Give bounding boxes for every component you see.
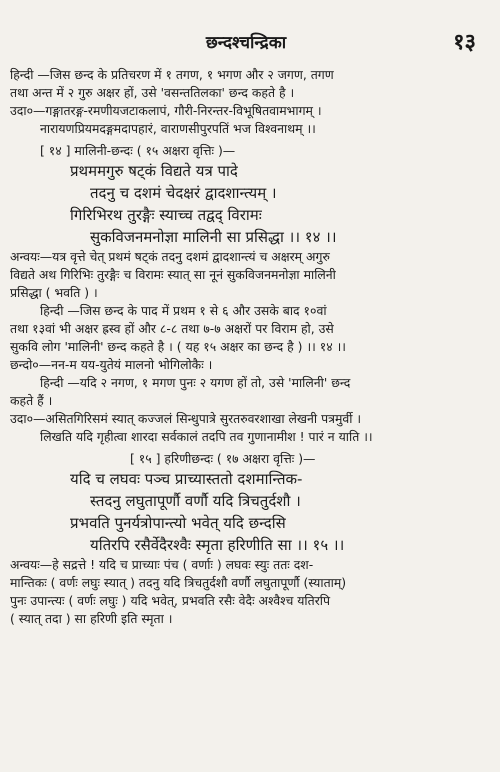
text-line: ( स्यात् तदा ) सा हरिणी इति स्मृता ।: [10, 611, 173, 626]
page-number: १३: [453, 30, 476, 55]
hindi-explanation-line: हिन्दी —जिस छन्द के प्रतिचरण में १ तगण, १ भगण और २ जगण, तगण: [10, 67, 334, 82]
page-text: [10, 66, 482, 628]
text-line: तथा १३वां भी अक्षर ह्रस्व हों और ८-८ तथा ७-७ अक्षरों पर विराम हो, उसे: [10, 321, 334, 336]
anvaya-line: अन्वयः—हे सद्रत्ते ! यदि च प्राच्याः पंच ( वर्णाः ) लघवः स्युः ततः दश-: [10, 557, 314, 572]
section-heading-malini: [ १४ ] मालिनी-छन्दः ( १५ अक्षरा वृत्तिः )—: [40, 143, 236, 158]
verse-line: यतिरपि रसैर्वेदैरश्वैः स्मृता हरिणीति सा ।। १५ ।।: [90, 536, 345, 554]
text-line: पुनः उपान्त्यः ( वर्णः लघुः ) यदि भवेत्, प्रभवति रसैः वेदैः अश्वैश्च यतिरपि: [10, 593, 331, 608]
running-title: छन्दश्चन्द्रिका: [205, 33, 287, 53]
hindi-explanation-line: हिन्दी —जिस छन्द के पाद में प्रथम १ से ६ और उसके बाद १०वां: [40, 303, 327, 318]
text-line: विद्यते अथ गिरिभिः तुरङ्गैः च विरामः स्यात् सा नूनं सुकविजनमनोज्ञा मालिनी: [10, 267, 336, 282]
text-line: कहते हैं ।: [10, 393, 53, 408]
anvaya-line: अन्वयः—यत्र वृत्ते चेत् प्रथमं षट्कं तदनु दशमं द्वादशान्त्यं च अक्षरम् अगुरु: [10, 249, 330, 264]
page-header: [10, 26, 482, 60]
example-verse-line: नारायणप्रियमदङ्गमदापहारं, वाराणसीपुरपतिं भज विश्वनाथम् ।।: [40, 121, 316, 136]
text-line: तथा अन्त में २ गुरु अक्षर हों, उसे 'वसन्ततिलका' छन्द कहते है ।: [10, 85, 295, 100]
section-heading-harini: [ १५ ] हरिणीछन्दः ( १७ अक्षरा वृत्तिः )—: [130, 451, 316, 466]
verse-line: स्तदनु लघुतापूर्णौ वर्णौ यदि त्रिचतुर्दशौ ।: [90, 492, 301, 510]
chhando-line: छन्दो०—नन-म यय-युतेयं मालनो भोगिलोकैः ।: [10, 357, 213, 372]
text-line: सुकवि लोग 'मालिनी' छन्द कहते है । ( यह १५ अक्षर का छन्द है ) ।। १४ ।।: [10, 339, 346, 354]
verse-line: प्रभवति पुनर्यत्रोपान्त्यो भवेत् यदि छन्दसि: [70, 514, 286, 532]
verse-line: सुकविजनमनोज्ञा मालिनी सा प्रसिद्धा ।। १४ ।।: [90, 228, 337, 246]
example-verse-line: उदा०—गङ्गातरङ्ग-रमणीयजटाकलापं, गौरी-निरन्तर-विभूषितवामभागम् ।: [10, 103, 322, 118]
hindi-explanation-line: हिन्दी —यदि २ नगण, १ मगण पुनः २ यगण हों तो, उसे 'मालिनी' छन्द: [40, 375, 351, 390]
verse-line: गिरिभिरथ तुरङ्गैः स्याच्च तद्वद् विरामः: [70, 206, 262, 224]
text-line: मान्तिकः ( वर्णः लघुः स्यात् ) तदनु यदि त्रिचतुर्दशौ वर्णौ लघुतापूर्णौ (स्याताम्): [10, 575, 347, 590]
verse-line: तदनु च दशमं चेदक्षरं द्वादशान्त्यम् ।: [90, 184, 277, 202]
verse-line: यदि च लघवः पञ्च प्राच्यास्ततो दशमान्तिक-: [70, 470, 303, 488]
verse-line: प्रथममगुरु षट्कं विद्यते यत्र पादे: [70, 162, 238, 180]
example-verse-line: उदा०—असितगिरिसमं स्यात् कज्जलं सिन्धुपात्रे सुरतरुवरशाखा लेखनी पत्रमुर्वी ।: [10, 411, 362, 426]
example-verse-line: लिखति यदि गृहीत्वा शारदा सर्वकालं तदपि तव गुणानामीश ! पारं न याति ।।: [40, 429, 373, 444]
text-line: प्रसिद्धा ( भवति ) ।: [10, 285, 98, 300]
